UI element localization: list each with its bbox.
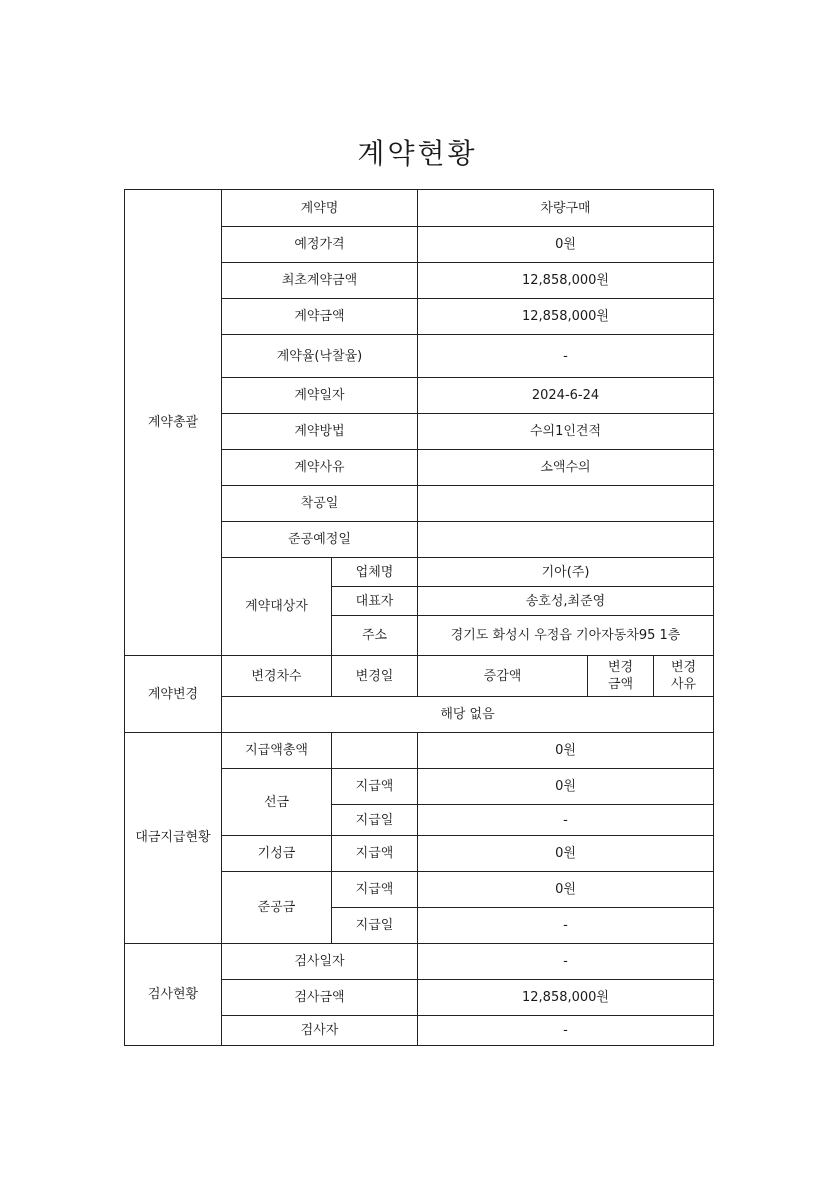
table-row	[125, 733, 714, 769]
label-advance-date: 지급일	[332, 805, 418, 836]
value-inspector: -	[418, 1016, 714, 1046]
header-change-date: 변경일	[332, 656, 418, 697]
value-contract-date: 2024-6-24	[418, 378, 714, 414]
label-contract-name: 계약명	[222, 190, 418, 227]
value-representative: 송호성,최준영	[418, 587, 714, 616]
label-bid-rate: 계약율(낙찰율)	[222, 335, 418, 378]
section-label-change: 계약변경	[125, 656, 222, 733]
label-payment-total: 지급액총액	[222, 733, 332, 769]
value-contract-method: 수의1인견적	[418, 414, 714, 450]
header-change-delta: 증감액	[418, 656, 588, 697]
label-inspection-amount: 검사금액	[222, 980, 418, 1016]
header-change-reason-line2: 사유	[670, 677, 697, 692]
cell-payment-total-blank	[332, 733, 418, 769]
label-contract-date: 계약일자	[222, 378, 418, 414]
label-company: 업체명	[332, 558, 418, 587]
header-change-round: 변경차수	[222, 656, 332, 697]
header-change-amount-line2: 금액	[607, 677, 634, 692]
label-contract-amount: 계약금액	[222, 299, 418, 335]
value-payment-total: 0원	[418, 733, 714, 769]
value-advance-date: -	[418, 805, 714, 836]
header-change-reason-line1: 변경	[670, 660, 697, 675]
label-progress-amount: 지급액	[332, 836, 418, 872]
label-estimated-price: 예정가격	[222, 227, 418, 263]
label-contract-method: 계약방법	[222, 414, 418, 450]
value-advance-amount: 0원	[418, 769, 714, 805]
value-estimated-price: 0원	[418, 227, 714, 263]
section-label-inspection: 검사현황	[125, 944, 222, 1046]
section-label-payment: 대금지급현황	[125, 733, 222, 944]
table-row	[125, 656, 714, 697]
value-contract-amount: 12,858,000원	[418, 299, 714, 335]
label-contract-party: 계약대상자	[222, 558, 332, 656]
label-advance-amount: 지급액	[332, 769, 418, 805]
value-inspection-amount: 12,858,000원	[418, 980, 714, 1016]
label-final-amount: 지급액	[332, 872, 418, 908]
contract-status-table	[124, 189, 714, 1046]
value-bid-rate: -	[418, 335, 714, 378]
label-advance: 선금	[222, 769, 332, 836]
value-start-date	[418, 486, 714, 522]
label-completion-date: 준공예정일	[222, 522, 418, 558]
label-inspector: 검사자	[222, 1016, 418, 1046]
table-row	[125, 944, 714, 980]
value-address: 경기도 화성시 우정읍 기아자동차95 1층	[418, 616, 714, 656]
value-contract-name: 차량구매	[418, 190, 714, 227]
header-change-reason	[654, 656, 714, 697]
value-inspection-date: -	[418, 944, 714, 980]
label-contract-reason: 계약사유	[222, 450, 418, 486]
table-row	[125, 190, 714, 227]
page-title: 계약현황	[357, 137, 478, 170]
value-final-date: -	[418, 908, 714, 944]
header-change-amount	[588, 656, 654, 697]
value-final-amount: 0원	[418, 872, 714, 908]
label-inspection-date: 검사일자	[222, 944, 418, 980]
label-final: 준공금	[222, 872, 332, 944]
section-label-summary: 계약총괄	[125, 190, 222, 656]
label-start-date: 착공일	[222, 486, 418, 522]
label-initial-amount: 최초계약금액	[222, 263, 418, 299]
value-contract-reason: 소액수의	[418, 450, 714, 486]
value-initial-amount: 12,858,000원	[418, 263, 714, 299]
value-completion-date	[418, 522, 714, 558]
label-final-date: 지급일	[332, 908, 418, 944]
label-progress: 기성금	[222, 836, 332, 872]
label-representative: 대표자	[332, 587, 418, 616]
header-change-amount-line1: 변경	[607, 660, 634, 675]
change-empty-message: 해당 없음	[222, 697, 714, 733]
value-progress-amount: 0원	[418, 836, 714, 872]
label-address: 주소	[332, 616, 418, 656]
value-company: 기아(주)	[418, 558, 714, 587]
